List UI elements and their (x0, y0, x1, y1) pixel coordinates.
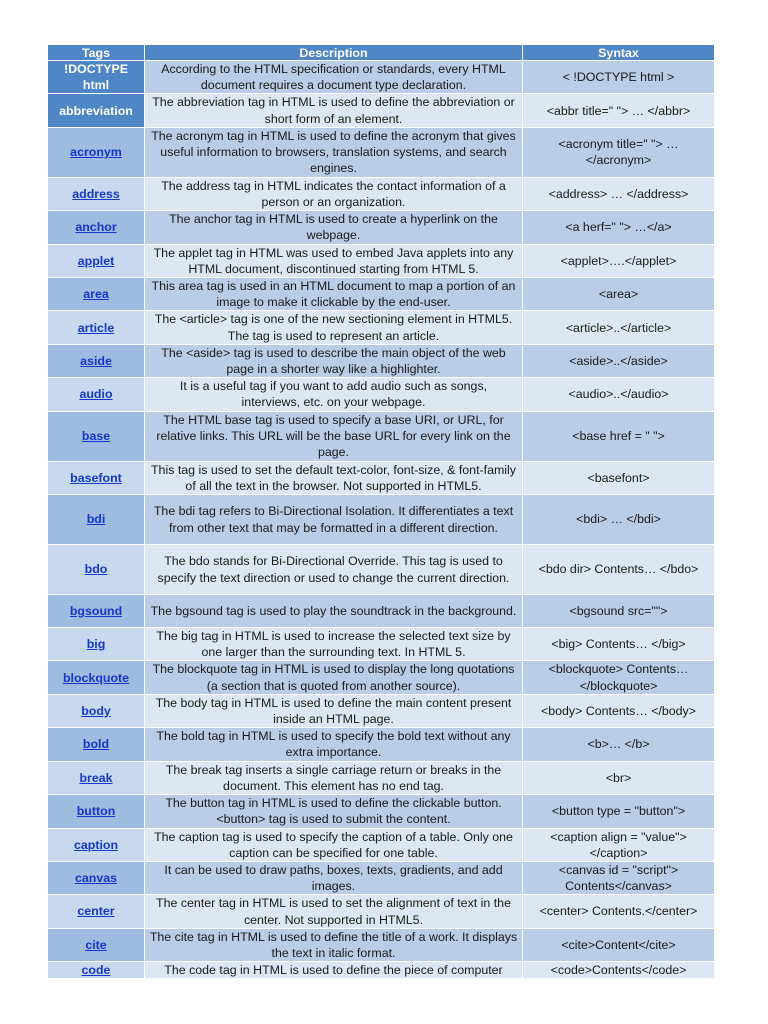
tag-syntax: <aside>..</aside> (523, 344, 715, 377)
tag-description: This tag is used to set the default text-color, font-size, & font-family of all the text in the browser. Not supported in HTML5. (145, 461, 523, 494)
tag-description: The blockquote tag in HTML is used to display the long quotations (a section that is quoted from another source). (145, 661, 523, 694)
tag-description: The bdo stands for Bi-Directional Override. This tag is used to specify the text direction or used to change the current direction. (145, 545, 523, 595)
table-row (48, 211, 715, 244)
tag-link[interactable]: basefont (48, 461, 145, 494)
table-row (48, 378, 715, 411)
table-row (48, 495, 715, 545)
tag-link[interactable]: bgsound (48, 595, 145, 628)
tag-description: The bdi tag refers to Bi-Directional Isolation. It differentiates a text from other text that may be formatted in a different direction. (145, 495, 523, 545)
tag-link[interactable]: article (48, 311, 145, 344)
tag-link[interactable]: base (48, 411, 145, 461)
tag-syntax: <button type = "button"> (523, 795, 715, 828)
tag-link[interactable]: cite (48, 928, 145, 961)
tag-description: According to the HTML specification or standards, every HTML document requires a document type declaration. (145, 61, 523, 94)
table-row (48, 411, 715, 461)
tag-link[interactable]: acronym (48, 127, 145, 177)
tag-syntax: <bgsound src=""> (523, 595, 715, 628)
tag-description: It can be used to draw paths, boxes, texts, gradients, and add images. (145, 861, 523, 894)
table-row (48, 694, 715, 727)
tag-link[interactable]: applet (48, 244, 145, 277)
tag-syntax: <bdi> … </bdi> (523, 495, 715, 545)
table-row (48, 828, 715, 861)
tag-syntax: <a herf=" "> …</a> (523, 211, 715, 244)
tag-syntax: <big> Contents… </big> (523, 628, 715, 661)
tag-description: The <aside> tag is used to describe the main object of the web page in a shorter way like a highlighter. (145, 344, 523, 377)
tag-syntax: <canvas id = "script"> Contents</canvas> (523, 861, 715, 894)
tag-label: abbreviation (48, 94, 145, 127)
tag-description: The code tag in HTML is used to define the piece of computer (145, 962, 523, 979)
table-row (48, 795, 715, 828)
tag-description: The big tag in HTML is used to increase the selected text size by one larger than the surrounding text. In HTML 5. (145, 628, 523, 661)
tag-link[interactable]: button (48, 795, 145, 828)
table-row (48, 728, 715, 761)
tag-link[interactable]: anchor (48, 211, 145, 244)
tag-syntax: <audio>..</audio> (523, 378, 715, 411)
tag-link[interactable]: canvas (48, 861, 145, 894)
tag-syntax: <area> (523, 278, 715, 311)
table-row (48, 962, 715, 979)
tag-link[interactable]: bdo (48, 545, 145, 595)
tag-link[interactable]: audio (48, 378, 145, 411)
table-row (48, 94, 715, 127)
tag-syntax: < !DOCTYPE html > (523, 61, 715, 94)
tag-link[interactable]: aside (48, 344, 145, 377)
tag-link[interactable]: caption (48, 828, 145, 861)
tag-description: The center tag in HTML is used to set the alignment of text in the center. Not supported in HTML5. (145, 895, 523, 928)
tag-description: The abbreviation tag in HTML is used to define the abbreviation or short form of an element. (145, 94, 523, 127)
table-row (48, 928, 715, 961)
tag-syntax: <blockquote> Contents… </blockquote> (523, 661, 715, 694)
tag-syntax: <article>..</article> (523, 311, 715, 344)
tag-link[interactable]: area (48, 278, 145, 311)
tag-description: This area tag is used in an HTML document to map a portion of an image to make it clickable by the end-user. (145, 278, 523, 311)
tag-syntax: <br> (523, 761, 715, 794)
header-description: Description (145, 45, 523, 61)
table-row (48, 244, 715, 277)
tag-description: The break tag inserts a single carriage return or breaks in the document. This element has no end tag. (145, 761, 523, 794)
tag-syntax: <abbr title=" "> … </abbr> (523, 94, 715, 127)
header-tags: Tags (48, 45, 145, 61)
tag-link[interactable]: bold (48, 728, 145, 761)
table-row (48, 61, 715, 94)
tag-link[interactable]: body (48, 694, 145, 727)
tag-syntax: <b>… </b> (523, 728, 715, 761)
table-row (48, 628, 715, 661)
tag-description: The acronym tag in HTML is used to define the acronym that gives useful information to browsers, translation systems, and search engines. (145, 127, 523, 177)
tag-syntax: <body> Contents… </body> (523, 694, 715, 727)
tag-description: The bold tag in HTML is used to specify the bold text without any extra importance. (145, 728, 523, 761)
tag-syntax: <caption align = "value"></caption> (523, 828, 715, 861)
header-row (48, 45, 715, 61)
table-row (48, 761, 715, 794)
tag-description: The cite tag in HTML is used to define the title of a work. It displays the text in italic format. (145, 928, 523, 961)
tag-description: The body tag in HTML is used to define the main content present inside an HTML page. (145, 694, 523, 727)
table-row (48, 344, 715, 377)
tag-syntax: <applet>….</applet> (523, 244, 715, 277)
tag-description: The address tag in HTML indicates the contact information of a person or an organization. (145, 177, 523, 210)
table-row (48, 177, 715, 210)
tag-link[interactable]: bdi (48, 495, 145, 545)
table-row (48, 461, 715, 494)
table-row (48, 311, 715, 344)
tag-syntax: <bdo dir> Contents… </bdo> (523, 545, 715, 595)
table-row (48, 127, 715, 177)
tag-description: The button tag in HTML is used to define the clickable button. <button> tag is used to submit the content. (145, 795, 523, 828)
tag-description: The applet tag in HTML was used to embed Java applets into any HTML document, discontinued starting from HTML 5. (145, 244, 523, 277)
tag-description: The <article> tag is one of the new sectioning element in HTML5. The tag is used to represent an article. (145, 311, 523, 344)
tag-syntax: <cite>Content</cite> (523, 928, 715, 961)
tag-syntax: <base href = " "> (523, 411, 715, 461)
tag-syntax: <basefont> (523, 461, 715, 494)
table-row (48, 545, 715, 595)
tag-label: !DOCTYPE html (48, 61, 145, 94)
tag-syntax: <code>Contents</code> (523, 962, 715, 979)
tag-link[interactable]: code (48, 962, 145, 979)
tag-syntax: <address> … </address> (523, 177, 715, 210)
tag-description: The bgsound tag is used to play the soundtrack in the background. (145, 595, 523, 628)
table-row (48, 595, 715, 628)
tag-syntax: <center> Contents.</center> (523, 895, 715, 928)
tag-description: It is a useful tag if you want to add audio such as songs, interviews, etc. on your webpage. (145, 378, 523, 411)
tag-link[interactable]: center (48, 895, 145, 928)
table-row (48, 661, 715, 694)
tag-link[interactable]: break (48, 761, 145, 794)
tag-description: The caption tag is used to specify the caption of a table. Only one caption can be specified for one table. (145, 828, 523, 861)
tag-link[interactable]: blockquote (48, 661, 145, 694)
tag-description: The anchor tag in HTML is used to create a hyperlink on the webpage. (145, 211, 523, 244)
tag-link[interactable]: address (48, 177, 145, 210)
tag-link[interactable]: big (48, 628, 145, 661)
table-row (48, 895, 715, 928)
header-syntax: Syntax (523, 45, 715, 61)
tag-syntax: <acronym title=" "> … </acronym> (523, 127, 715, 177)
html-tags-table (47, 44, 715, 979)
table-row (48, 861, 715, 894)
table-row (48, 278, 715, 311)
tag-description: The HTML base tag is used to specify a base URI, or URL, for relative links. This URL will be the base URL for every link on the page. (145, 411, 523, 461)
